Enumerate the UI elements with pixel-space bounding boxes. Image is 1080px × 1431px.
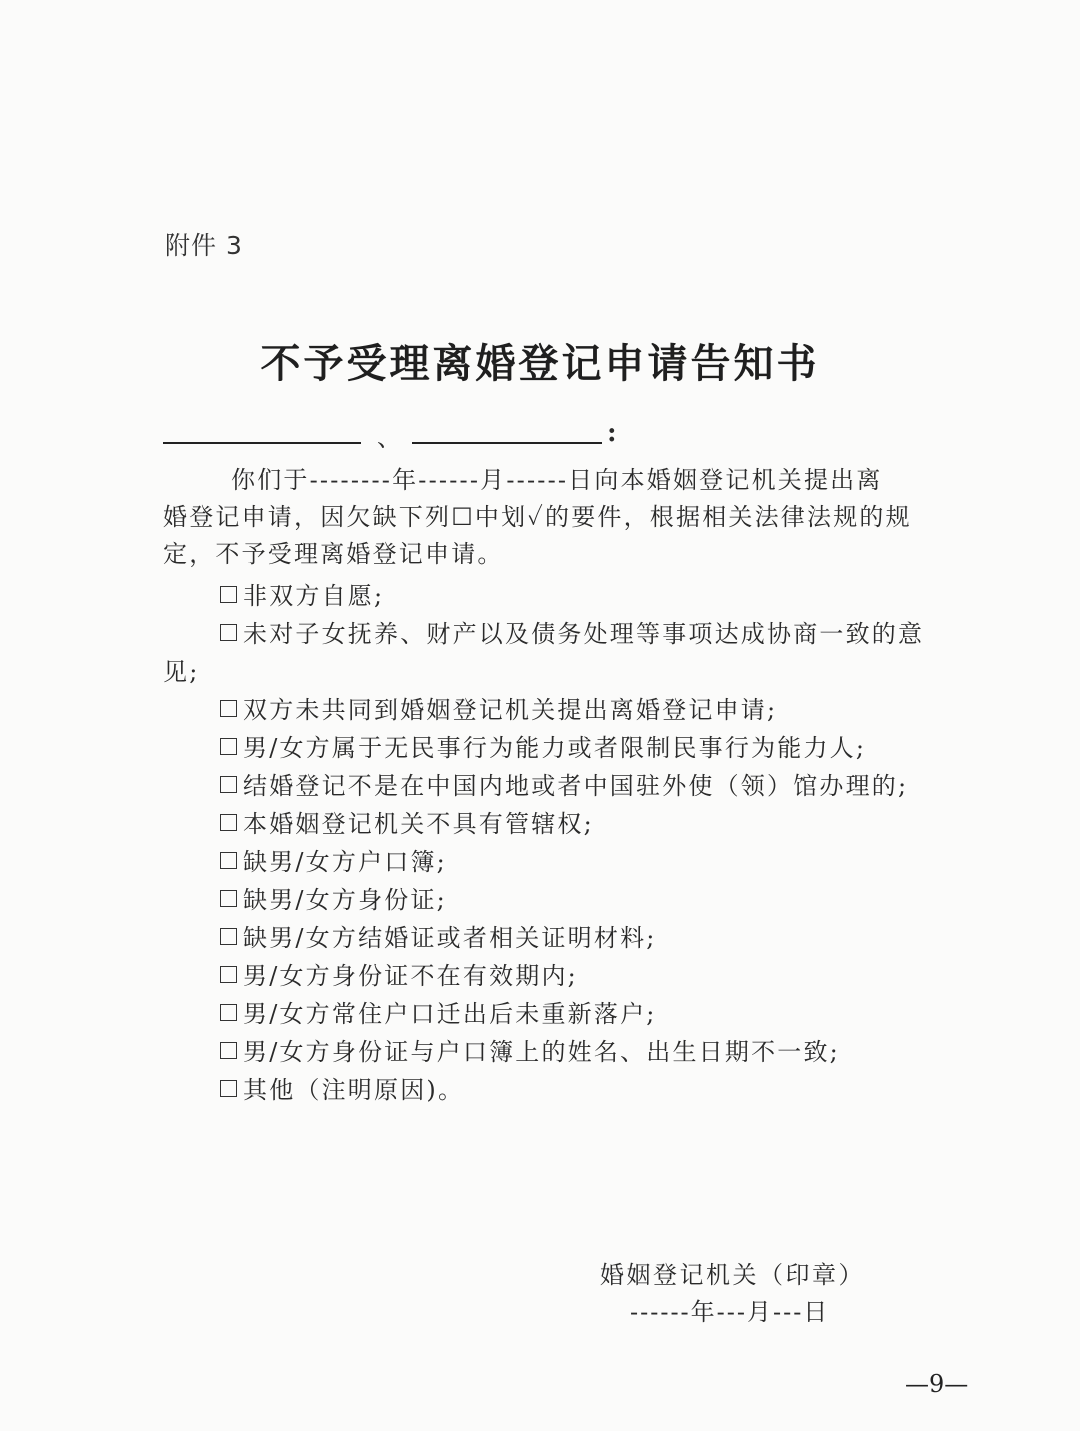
checklist-item-label: 缺男/女方户口簿; [243,848,447,876]
checklist-item-label: 未对子女抚养、财产以及债务处理等事项达成协商一致的意 [243,620,925,648]
checkbox-icon [220,1004,237,1021]
addressee-line [163,418,633,452]
checklist-item-label: 男/女方常住户口迁出后未重新落户; [243,1000,657,1028]
checkbox-icon [220,966,237,983]
addressee-separator: 、 [377,424,401,452]
checklist-item [220,614,924,649]
checklist-item-label: 其他（注明原因)。 [243,1076,465,1104]
paragraph-line-1: 你们于--------年------月------日向本婚姻登记机关提出离 [231,466,883,494]
checklist-item [220,918,657,953]
checklist-item-label: 缺男/女方结婚证或者相关证明材料; [243,924,657,952]
checkbox-icon [220,814,237,831]
checklist-item [220,994,657,1029]
checkbox-icon [220,852,237,869]
checklist-item-label: 结婚登记不是在中国内地或者中国驻外使（领）馆办理的; [243,772,909,800]
checklist-item [220,728,866,763]
signature-date: ------年---月---日 [630,1298,830,1326]
checkbox-icon [220,700,237,717]
signature-organization: 婚姻登记机关（印章） [600,1261,865,1289]
checklist-item [220,1070,464,1105]
checklist-item-label: 本婚姻登记机关不具有管辖权; [243,810,594,838]
checklist-item-label: 双方未共同到婚姻登记机关提出离婚登记申请; [243,696,778,724]
document-title: 不予受理离婚登记申请告知书 [260,341,820,387]
checklist-item [220,1032,840,1067]
addressee-blank-2 [412,442,602,444]
checklist-item-label: 男/女方身份证与户口簿上的姓名、出生日期不一致; [243,1038,840,1066]
checklist-item [220,804,594,839]
checklist-item [220,690,777,725]
checkbox-icon [220,1042,237,1059]
checklist-item-continuation: 见; [163,658,200,686]
paragraph-line-2: 婚登记申请，因欠缺下列☐中划✓的要件，根据相关法律法规的规 [163,503,912,531]
checkbox-icon [220,890,237,907]
checklist-item [220,576,384,611]
checkbox-icon [220,1080,237,1097]
attachment-label: 附件 3 [165,231,243,260]
checkbox-icon [220,738,237,755]
checklist-item-label: 缺男/女方身份证; [243,886,447,914]
checkbox-icon [220,928,237,945]
checklist-item [220,842,447,877]
addressee-blank-1 [163,442,361,444]
checkbox-icon [220,776,237,793]
checklist-item [220,766,908,801]
checklist-item-label: 男/女方属于无民事行为能力或者限制民事行为能力人; [243,734,867,762]
checkbox-icon [220,624,237,641]
checklist-item-label: 男/女方身份证不在有效期内; [243,962,578,990]
checkbox-icon [220,586,237,603]
checklist-item [220,880,447,915]
checklist-item-label: 非双方自愿; [243,582,385,610]
checklist-item [220,956,578,991]
addressee-colon: : [607,418,617,448]
paragraph-line-3: 定，不予受理离婚登记申请。 [163,540,504,568]
page-number: —9— [905,1370,969,1398]
